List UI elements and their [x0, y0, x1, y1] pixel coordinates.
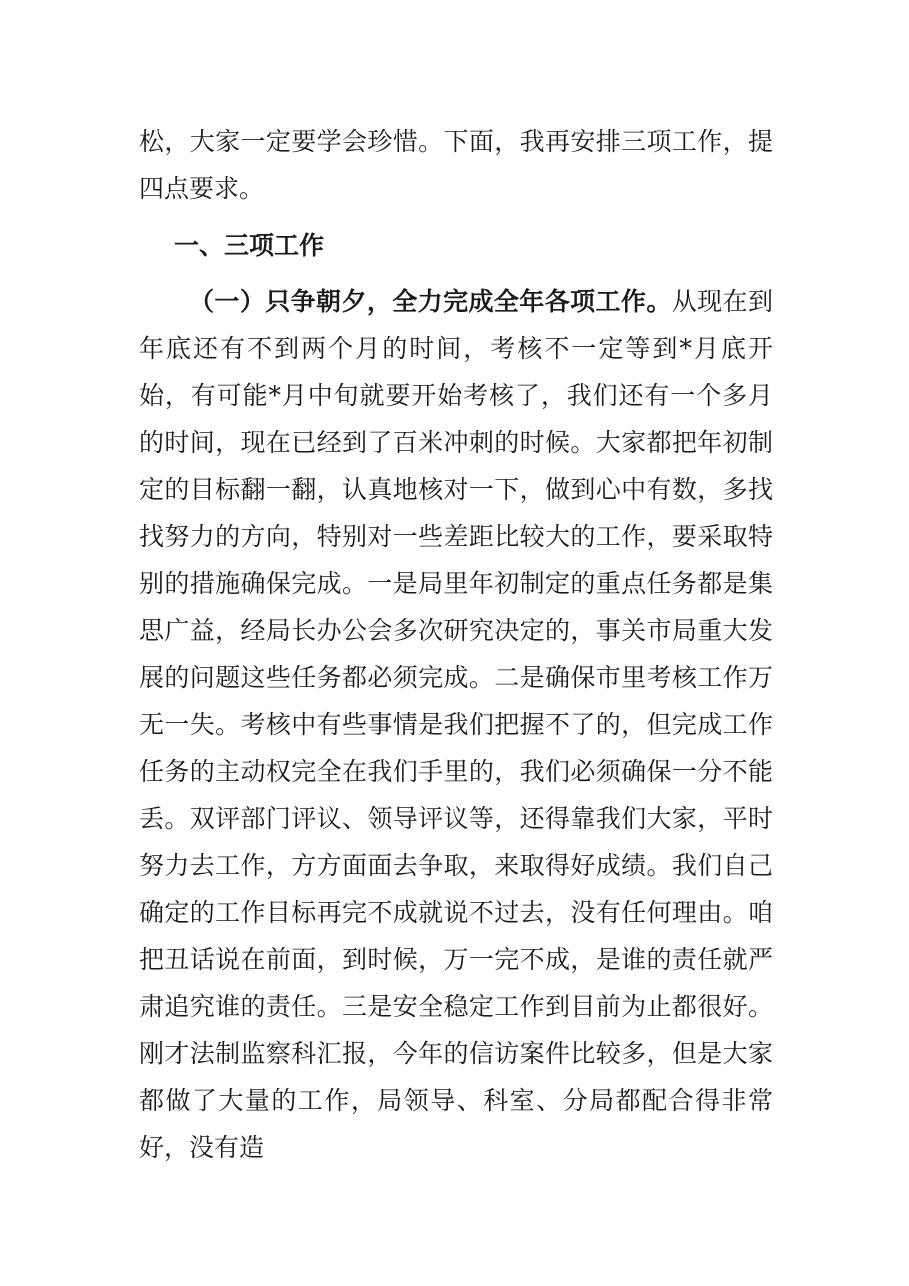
continued-paragraph: 松，大家一定要学会珍惜。下面，我再安排三项工作，提四点要求。	[139, 127, 773, 203]
document-body	[139, 118, 773, 1171]
subsection-lead: （一）只争朝夕，全力完成全年各项工作。	[189, 287, 672, 316]
subsection-paragraph	[139, 278, 773, 1171]
subsection-body: 从现在到年底还有不到两个月的时间，考核不一定等到*月底开始，有可能*月中旬就要开始考核了，我们还有一个多月的时间，现在已经到了百米冲刺的时候。大家都把年初制定的目标翻一翻，认真地核对一下，做到心中有数，多找找努力的方向，特别对一些差距比较大的工作，要采取特别的措施确保完成。一是局里年初制定的重点任务都是集思广益，经局长办公会多次研究决定的，事关市局重大发展的问题这些任务都必须完成。二是确保市里考核工作万无一失。考核中有些事情是我们把握不了的，但完成工作任务的主动权完全在我们手里的，我们必须确保一分不能丢。双评部门评议、领导评议等，还得靠我们大家，平时努力去工作，方方面面去争取，来取得好成绩。我们自己确定的工作目标再完不成就说不过去，没有任何理由。咱把丑话说在前面，到时候，万一完不成，是谁的责任就严肃追究谁的责任。三是安全稳定工作到目前为止都很好。刚才法制监察科汇报，今年的信访案件比较多，但是大家都做了大量的工作，局领导、科室、分局都配合得非常好，没有造	[139, 287, 773, 1162]
section-heading: 一、三项工作	[174, 231, 325, 260]
